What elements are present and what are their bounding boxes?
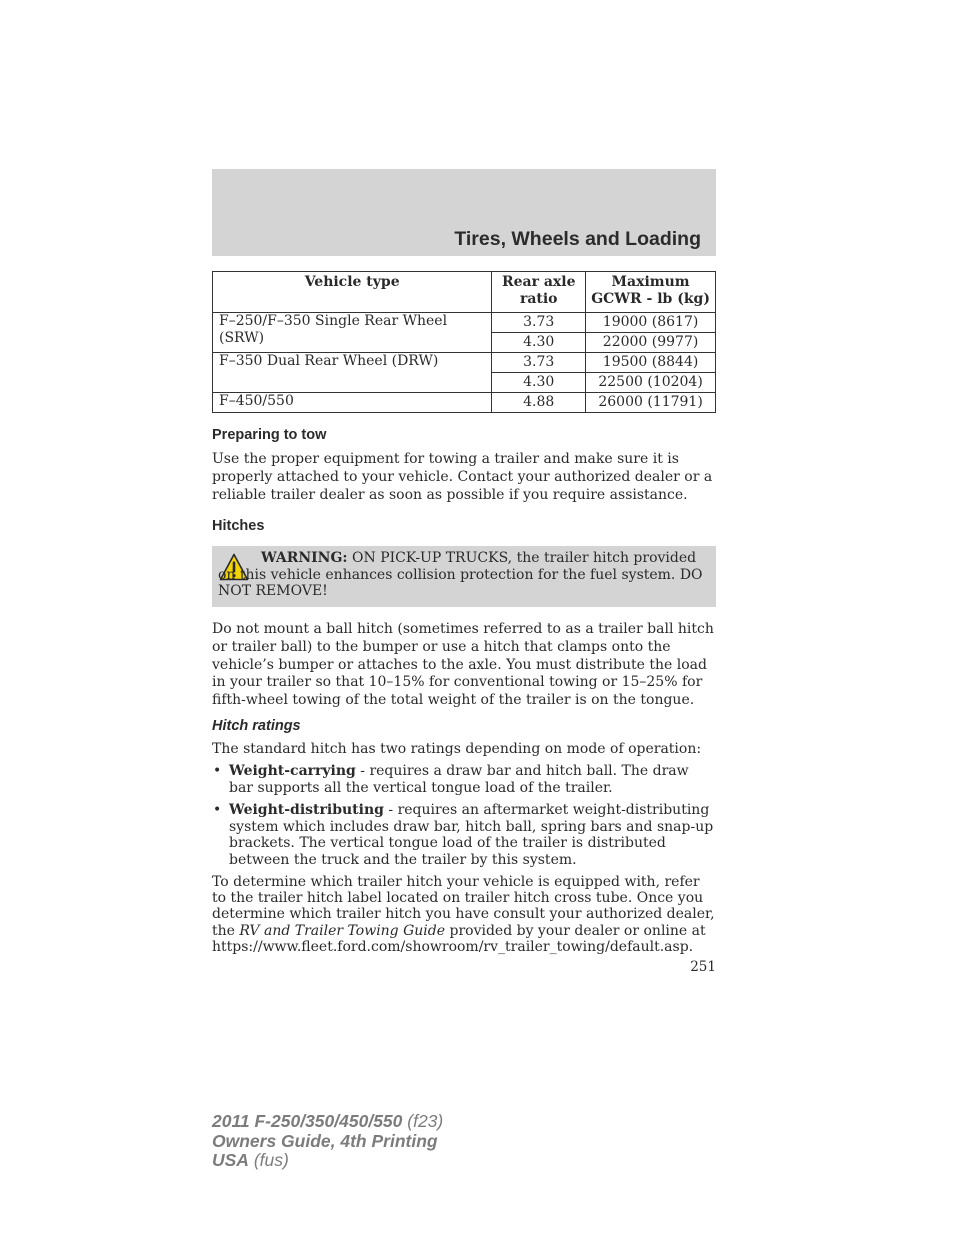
bullet-text: - requires an aftermarket weight-distributing system which includes draw bar, hitch ball, spring bars and snap-up brackets. The vertical tongue load of the trailer is distributed between the truck and the trailer by this system. bbox=[229, 802, 714, 868]
page-number: 251 bbox=[690, 959, 716, 975]
column-header-text: Vehicle type bbox=[304, 274, 400, 290]
axle-ratio-cell: 3.73 bbox=[492, 313, 586, 333]
guide-url: https://www.fleet.ford.com/showroom/rv_trailer_towing/default.asp. bbox=[212, 938, 694, 955]
hitches-heading: Hitches bbox=[212, 518, 265, 534]
footer-code: (f23) bbox=[402, 1111, 444, 1131]
footer-line bbox=[212, 1132, 443, 1152]
column-header bbox=[492, 272, 586, 313]
vehicle-type-cell: F–250/F–350 Single Rear Wheel (SRW) bbox=[213, 313, 492, 353]
closing-text: To determine which trailer hitch your vehicle is equipped with, refer to the trailer hitch label located on trailer hitch cross tube. Once you determine which trailer hitch you have consult your authorized dealer, the bbox=[212, 874, 715, 939]
footer-line bbox=[212, 1112, 443, 1132]
closing-text-2: provided by your dealer or online at bbox=[445, 922, 706, 939]
guide-title: RV and Trailer Towing Guide bbox=[239, 922, 446, 939]
axle-ratio-cell: 4.30 bbox=[492, 373, 586, 393]
column-header bbox=[586, 272, 716, 313]
column-header-text: Rear axle bbox=[501, 274, 576, 290]
footer-market: USA bbox=[212, 1150, 249, 1170]
section-title: Tires, Wheels and Loading bbox=[454, 228, 701, 250]
gcwr-cell: 22500 (10204) bbox=[586, 373, 716, 393]
gcwr-cell: 26000 (11791) bbox=[586, 393, 716, 413]
list-item: • Weight-distributing - requires an aftermarket weight-distributing system which includes draw bar, hitch ball, spring bars and snap-up brackets. The vertical tongue load of the trailer is distributed between the truck and the trailer by this system. bbox=[213, 802, 714, 868]
footer-line bbox=[212, 1151, 443, 1171]
table-row bbox=[213, 353, 716, 373]
footer-edition: Owners Guide, 4th Printing bbox=[212, 1130, 438, 1151]
warning-box bbox=[212, 546, 716, 607]
column-header bbox=[213, 272, 492, 313]
column-header-text: ratio bbox=[519, 291, 558, 307]
axle-ratio-cell: 4.30 bbox=[492, 333, 586, 353]
vehicle-type-cell: F–350 Dual Rear Wheel (DRW) bbox=[213, 353, 492, 393]
hitch-ratings-heading: Hitch ratings bbox=[212, 718, 301, 734]
table-row bbox=[213, 393, 716, 413]
gcwr-cell: 22000 (9977) bbox=[586, 333, 716, 353]
bullet-text: - requires a draw bar and hitch ball. The draw bar supports all the vertical tongue load of the trailer. bbox=[229, 763, 689, 796]
gcwr-cell: 19000 (8617) bbox=[586, 313, 716, 333]
table-row bbox=[213, 313, 716, 333]
gcwr-cell: 19500 (8844) bbox=[586, 353, 716, 373]
closing-paragraph bbox=[212, 874, 716, 955]
footer-model: 2011 F-250/350/450/550 bbox=[212, 1111, 403, 1131]
bullet-term: Weight-distributing bbox=[229, 802, 384, 818]
preparing-paragraph: Use the proper equipment for towing a trailer and make sure it is properly attached to your vehicle. Contact your authorized dealer or a reliable trailer dealer as soon as possible if you require assistance. bbox=[212, 451, 713, 503]
list-item: • Weight-carrying - requires a draw bar and hitch ball. The draw bar supports all the vertical tongue load of the trailer. bbox=[213, 763, 689, 796]
column-header-text: Maximum bbox=[611, 274, 690, 290]
vehicle-type-cell: F–450/550 bbox=[213, 393, 492, 413]
warning-body: ON PICK-UP TRUCKS, the trailer hitch provided on this vehicle enhances collision protection for the fuel system. DO NOT REMOVE! bbox=[218, 550, 703, 599]
gcwr-table bbox=[212, 271, 716, 413]
warning-label: WARNING: bbox=[261, 550, 348, 566]
warning-text bbox=[218, 550, 710, 600]
table-header-row bbox=[213, 272, 716, 313]
footer-market-code: (fus) bbox=[248, 1150, 289, 1170]
axle-ratio-cell: 4.88 bbox=[492, 393, 586, 413]
hitch-ratings-intro: The standard hitch has two ratings depending on mode of operation: bbox=[212, 741, 702, 757]
column-header-text: GCWR - lb (kg) bbox=[591, 291, 710, 307]
hitch-ratings-list bbox=[212, 763, 716, 868]
axle-ratio-cell: 3.73 bbox=[492, 353, 586, 373]
preparing-heading: Preparing to tow bbox=[212, 427, 327, 443]
hitches-paragraph: Do not mount a ball hitch (sometimes referred to as a trailer ball hitch or trailer ball) to the bumper or use a hitch that clamps onto the vehicle’s bumper or attaches to the axle. You must distribute the load in your trailer so that 10–15% for conventional towing or 15–25% for fifth-wheel towing of the total weight of the trailer is on the tongue. bbox=[212, 621, 714, 709]
section-header-band bbox=[212, 169, 716, 256]
document-footer bbox=[212, 1112, 443, 1171]
bullet-term: Weight-carrying bbox=[229, 763, 356, 779]
